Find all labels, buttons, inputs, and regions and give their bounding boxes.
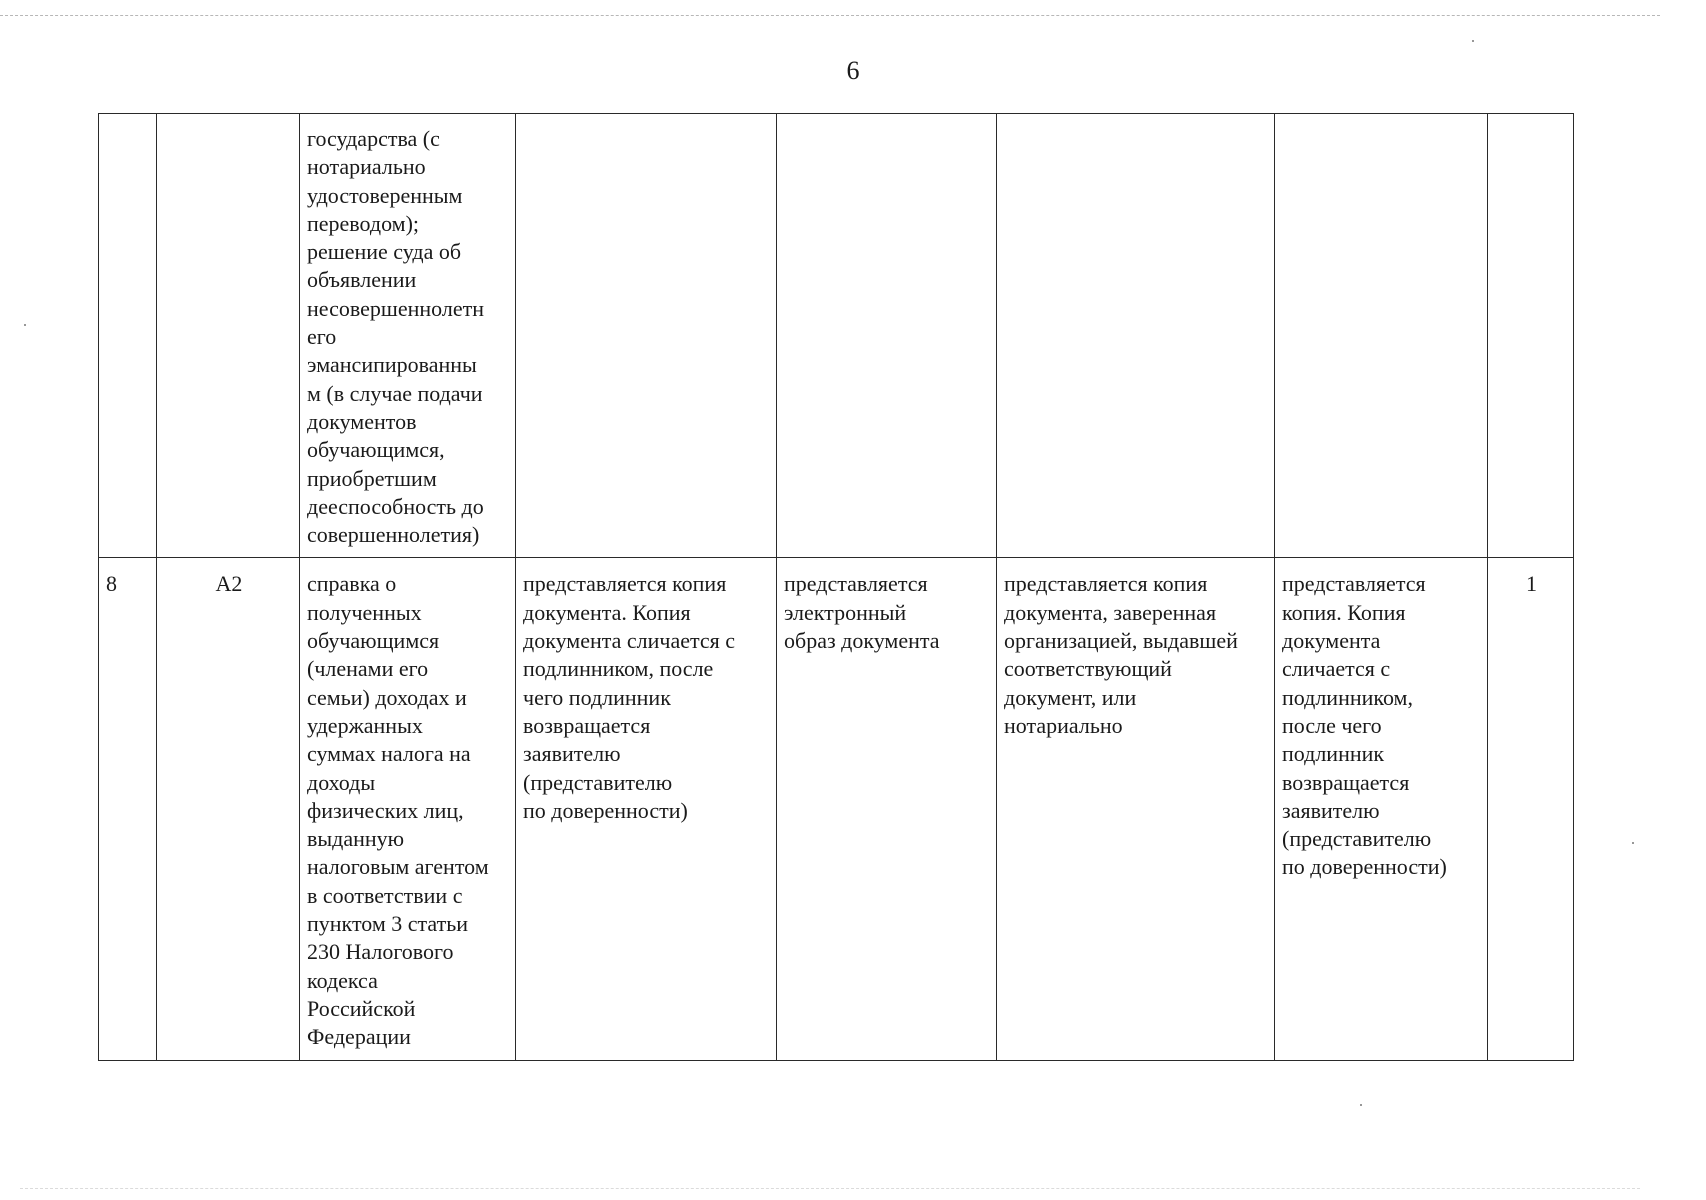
cell-quantity: 1 [1488,558,1574,1060]
cell-submission-electronic [777,114,997,558]
cell-row-number: 8 [99,558,157,1060]
cell-document-name: государства (с нотариально удостоверенным переводом); решение суда об объявлении несовершеннолетн его эмансипированны м (в случае подачи документов обучающимся, приобретшим дееспособность до совершеннолетия) [300,114,516,558]
table-row-continued [99,114,1574,558]
cell-submission-mfc: представляется копия. Копия документа сличается с подлинником, после чего подлинник возвращается заявителю (представителю по доверенности) [1275,558,1488,1060]
cell-code [157,114,300,558]
scan-speck [1360,1104,1362,1106]
cell-code: А2 [157,558,300,1060]
cell-submission-mail: представляется копия документа, заверенная организацией, выдавшей соответствующий документ, или нотариально [997,558,1275,1060]
cell-submission-in-person: представляется копия документа. Копия документа сличается с подлинником, после чего подлинник возвращается заявителю (представителю по доверенности) [516,558,777,1060]
document-table [98,113,1574,1061]
cell-document-name: справка о полученных обучающимся (членами его семьи) доходах и удержанных суммах налога на доходы физических лиц, выданную налоговым агентом в соответствии с пунктом 3 статьи 230 Налогового кодекса Российской Федерации [300,558,516,1060]
cell-submission-mfc [1275,114,1488,558]
cell-submission-mail [997,114,1275,558]
cell-quantity [1488,114,1574,558]
cell-row-number [99,114,157,558]
cell-submission-electronic: представляется электронный образ документа [777,558,997,1060]
page-number: 6 [846,56,860,85]
scan-speck [1472,40,1474,42]
table-row [99,558,1574,1060]
cell-submission-in-person [516,114,777,558]
scan-artifact-top-line [0,15,1660,16]
scan-speck [24,324,26,326]
scan-speck [1632,842,1634,844]
scan-artifact-bottom-line [20,1188,1640,1189]
